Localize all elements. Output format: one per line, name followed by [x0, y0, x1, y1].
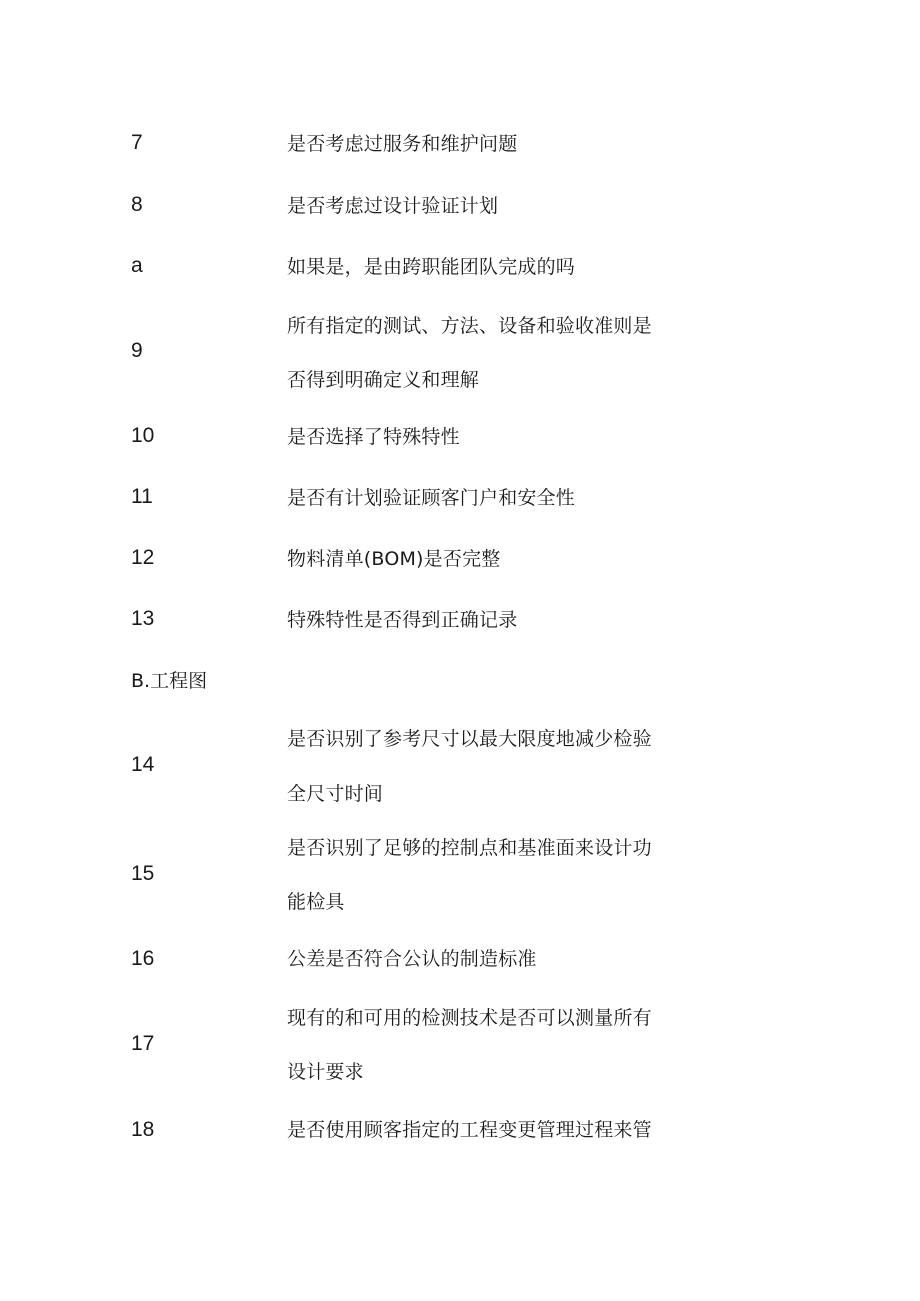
item-number: 7: [131, 131, 143, 154]
item-question-line-1: 是否识别了参考尺寸以最大限度地减少检验: [287, 728, 652, 750]
item-number: 11: [131, 485, 153, 508]
item-number: 15: [131, 862, 155, 885]
item-number: 14: [131, 753, 155, 776]
item-question: 是否考虑过设计验证计划: [287, 195, 499, 217]
item-question-line-1: 现有的和可用的检测技术是否可以测量所有: [287, 1007, 652, 1029]
item-number: 9: [131, 339, 143, 362]
item-number: 10: [131, 424, 155, 447]
item-question-line-1: 所有指定的测试、方法、设备和验收准则是: [287, 315, 652, 337]
item-number: 18: [131, 1118, 155, 1141]
item-question: 公差是否符合公认的制造标准: [287, 948, 537, 970]
item-question: 如果是，是由跨职能团队完成的吗: [287, 256, 576, 278]
item-number: 17: [131, 1032, 155, 1055]
item-number: 13: [131, 607, 155, 630]
item-question: 是否使用顾客指定的工程变更管理过程来管: [287, 1119, 652, 1141]
item-number: a: [131, 254, 143, 277]
item-question: 是否有计划验证顾客门户和安全性: [287, 487, 576, 509]
section-heading: B.工程图: [131, 670, 208, 692]
item-number: 16: [131, 947, 155, 970]
item-question-line-1: 是否识别了足够的控制点和基准面来设计功: [287, 837, 652, 859]
item-question-line-2: 否得到明确定义和理解: [287, 369, 480, 391]
item-question-line-2: 设计要求: [287, 1061, 364, 1083]
item-question: 是否选择了特殊特性: [287, 426, 460, 448]
item-number: 8: [131, 193, 143, 216]
item-question: 是否考虑过服务和维护问题: [287, 133, 518, 155]
item-question: 物料清单(BOM)是否完整: [287, 548, 501, 570]
item-number: 12: [131, 546, 155, 569]
item-question-line-2: 能检具: [287, 891, 345, 913]
item-question: 特殊特性是否得到正确记录: [287, 609, 518, 631]
item-question-line-2: 全尺寸时间: [287, 783, 384, 805]
